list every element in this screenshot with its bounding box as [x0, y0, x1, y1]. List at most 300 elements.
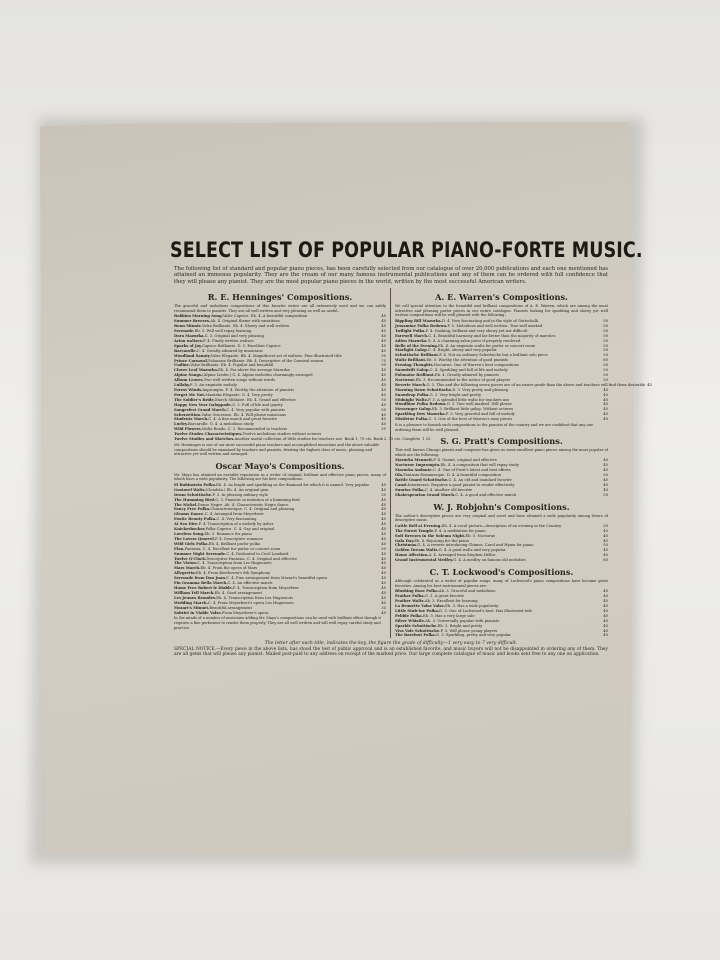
piece-price: 40: [381, 502, 386, 507]
piece-title: Summer Breezes.: [174, 319, 211, 324]
piece-title: The Nickel.: [174, 502, 198, 507]
section-title: A. E. Warren's Compositions.: [435, 292, 568, 303]
piece-description: Barcarolle. G. 4. A melodious study: [187, 422, 254, 427]
section-closing-note: Mr. Henninges is one of our most successful piano teachers and accomplished musicians and the above valuable compositions should be examined by teachers and pianists, desiring the highest class of music, pleasing and attractive yet well written and arranged.: [174, 442, 380, 457]
piece-price: 50: [603, 363, 608, 368]
piece-title: Knickerbocker.: [174, 527, 206, 532]
piece-description: C. 4. Arranged from Meyerbeer: [204, 512, 264, 517]
piece-description: Eb. 4. A composition that will repay study: [440, 463, 519, 468]
piece-title: Elan.: [174, 546, 185, 551]
piece-price: 50: [381, 353, 386, 358]
page-content: [170, 239, 652, 658]
piece-description: Valse Brilliante. Eb. 4. Popular and beautiful: [190, 363, 274, 368]
section-title: R. E. Henninges' Compositions.: [207, 292, 353, 303]
piece-description: Valse Brilliante. Eb. 4. Showy and well written: [202, 324, 290, 329]
piece-title: Happy New Year Galoppade.: [174, 402, 233, 407]
piece-title: Bobbins Morning Song.: [174, 314, 223, 319]
piece-title: Jessamine Polka Redowa.: [395, 323, 448, 328]
piece-description: Eb. 3. Will well repay learning: [194, 329, 252, 334]
piece-title: Lullaby.: [174, 383, 191, 388]
piece-description: A. 4. Arranged from Stephen Heller: [428, 553, 496, 558]
piece-title: Gleams Dance.: [174, 512, 205, 517]
piece-price: 40: [381, 581, 386, 586]
piece-price: 50: [603, 368, 608, 373]
piece-price: 50: [603, 492, 608, 497]
list-item: [395, 493, 608, 498]
piece-description: Eb. 5. Nocturne: [465, 533, 496, 538]
piece-price: 40: [603, 487, 608, 492]
piece-title: Twelve Studies and Sketches.: [174, 437, 235, 442]
piece-description: F. 4. Transcription of a melody by Asher: [198, 522, 274, 527]
piece-price: 40: [603, 553, 608, 558]
piece-description: Eb. 3. Bright and pretty: [437, 623, 483, 628]
piece-description: Eb. 4. Rejoicing for the piano: [414, 538, 470, 543]
piece-price: 50: [603, 353, 608, 358]
piece-price: 40: [381, 595, 386, 600]
piece-title: Snowdrop Polka.: [395, 392, 430, 397]
piece-title: The Lovers Quarrel.: [174, 536, 216, 541]
piece-description: Two well written songs without words: [203, 378, 276, 383]
piece-price: 40: [381, 392, 386, 397]
section-intro: Mr. Mayo has attained an enviable reputation as a writer of original, brilliant and effective piano pieces, many of which have a wide popularity. The following are his best compositions:: [174, 472, 386, 482]
piece-title: Serenade from Don Juan.: [174, 576, 227, 581]
piece-title: Schottische Brilliant.: [395, 353, 440, 358]
piece-description: C. 4. Another old favorite: [424, 487, 473, 492]
piece-description: D. 3. Sparkling, pretty and very popular: [436, 633, 511, 638]
piece-description: Eb. 4. Transcription from Les Huguenots: [216, 595, 294, 600]
piece-title: Mozart's Minuet.: [174, 605, 210, 610]
piece-price: 50: [381, 363, 386, 368]
piece-description: Eb. 3. Has a very large sale: [422, 613, 475, 618]
piece-description: Eb. 4. Greatly admired by pianists: [434, 372, 499, 377]
piece-title: Prince Carnaval.: [174, 358, 209, 363]
piece-title: William Tell March.: [174, 590, 215, 595]
piece-title: Sunrise Polka.: [395, 487, 425, 492]
piece-title: Nocturne Impromptu.: [395, 463, 441, 468]
piece-title: Twelve Etudes Characteristiques.: [174, 432, 243, 437]
piece-title: Scherzettino.: [174, 412, 202, 417]
piece-description: G. 4. A good waltz and very popular: [438, 548, 506, 553]
piece-price: 50: [603, 328, 608, 333]
piece-description: F. 4. Finely written waltzes: [203, 338, 254, 343]
piece-title: Reverie March.: [395, 382, 427, 387]
piece-title: At Sea Dire.: [174, 522, 199, 527]
piece-description: Another useful collection of little studies for teachers use. Book 1, 75 cts. Book 2, 75 cts. Complete: [234, 437, 421, 442]
piece-price: 50: [381, 407, 386, 412]
piece-description: D. 3. Very pretty and pleasing: [452, 387, 509, 392]
piece-description: C. 4. From Meyerbeer's opera Les Huguenots: [207, 600, 294, 605]
piece-description: C. 4. Very popular with pianists: [226, 407, 286, 412]
piece-description: Valse Caprice. Eb. 4. A beautiful composition: [222, 314, 308, 319]
piece-price: 40: [603, 458, 608, 463]
piece-description: G. 4. A medley on famous old melodies: [453, 558, 526, 563]
piece-price: 40: [381, 348, 386, 353]
section-intro: Although celebrated as a writer of popular songs, many of Lockwood's piano compositions have become great favorites. Among his best instrumental pieces are:: [395, 579, 608, 588]
piece-title: Twilight Polka.: [395, 328, 426, 333]
piece-title: Mistletoe Polka.: [395, 417, 429, 422]
piece-title: Home Free Robert le Diable.: [174, 585, 233, 590]
piece-title: Serenade.: [174, 329, 195, 334]
piece-title: Woodland Saunty.: [174, 353, 211, 358]
piece-description: Beautiful arrangement: [209, 605, 252, 610]
piece-price: 40: [381, 532, 386, 536]
piece-description: (Alpine Lieder.) G. 4. Alpine melodies charmingly arranged: [202, 373, 313, 378]
piece-description: Waltz Rondo. C. 3. Recommended to teachers: [202, 427, 288, 432]
piece-price: 50: [381, 397, 386, 402]
piece-price: 40: [381, 522, 386, 527]
piece-price: 60: [603, 358, 608, 363]
piece-price: 40: [603, 468, 608, 473]
piece-title: Grand Instrumental Medley.: [395, 558, 454, 563]
piece-description: Fantasia Romanesque. D. 4. A beautiful composition: [403, 473, 501, 478]
piece-description: C. 4. Greatly admired by musicians: [196, 348, 263, 353]
piece-title: Midnight Waltz.: [395, 397, 429, 402]
piece-price: 40: [603, 392, 608, 397]
piece-price: 40: [381, 417, 386, 422]
piece-description: Eb. 4. Brilliant parlor polka: [208, 541, 261, 546]
piece-description: Ab. 3. Graceful and melodious: [438, 589, 496, 594]
piece-description: Eb. 3. Recommended to the notice of good players: [415, 377, 511, 382]
piece-description: Ab. 3. Excellent for learning: [424, 599, 478, 604]
piece-description: F. 3. A splendid little waltz for teachers use: [428, 397, 510, 402]
piece-title: Wild Girls Polka.: [174, 541, 209, 546]
piece-description: D. 4. Very fascinating and in the style of Gottschalk: [441, 319, 539, 323]
piece-price: 50: [603, 348, 608, 353]
section-title: C. T. Lockwood's Compositions.: [429, 567, 574, 578]
piece-price: 40: [381, 507, 386, 512]
composer-section: [395, 567, 608, 638]
piece-title: Students March.: [174, 417, 209, 422]
piece-title: Wedding March.: [174, 600, 208, 605]
piece-price: 1 25: [422, 437, 431, 442]
composer-section: [395, 436, 608, 497]
piece-price: 50: [603, 338, 608, 343]
piece-title: Gala Day.: [395, 538, 415, 543]
piece-description: C. 4. A fine march and great favorite: [208, 417, 277, 422]
piece-description: Ab. 4. Original theme with variations: [210, 319, 280, 324]
piece-description: Polonaise Brilliante. Bb. 4. Descriptive of the Carnival season: [208, 358, 324, 363]
piece-title: Messenger Galop.: [395, 407, 433, 412]
piece-price: 40: [603, 387, 608, 392]
piece-description: D. 3. One of Lockwood's best. Has illustrated title: [439, 608, 533, 613]
piece-description: G. 4. A reverie introducing Chimes, Carol and Hymn for piano: [417, 543, 534, 548]
piece-title: Mazurka Mennett.: [395, 458, 434, 463]
piece-title: Mars March.: [174, 566, 201, 571]
piece-title: Sangerfest Grand March.: [174, 407, 227, 412]
piece-title: Mazurka Andante.: [395, 468, 433, 473]
piece-title: Waltz Brilliant.: [395, 358, 427, 363]
piece-title: Feather Waltz.: [395, 599, 425, 604]
piece-title: Blushing Rose Polka.: [395, 589, 439, 594]
piece-price: 40: [603, 604, 608, 608]
piece-price: 40: [381, 536, 386, 541]
piece-price: 40: [603, 623, 608, 628]
piece-title: Alpine Songs.: [174, 373, 203, 378]
piece-description: From Meyerbeer's opera: [221, 610, 269, 615]
piece-price: 60: [603, 558, 608, 563]
piece-title: Evening Thoughts.: [395, 363, 434, 368]
piece-price: 40: [603, 412, 608, 417]
piece-description: Descriptive Fantasia. C. 4. Original and effective: [206, 556, 298, 561]
piece-title: Cattle Bell at Evening.: [395, 523, 442, 528]
piece-title: Dora Mazurka.: [174, 334, 205, 339]
piece-price: 40: [381, 334, 386, 339]
piece-price: 40: [603, 538, 608, 543]
piece-title: Home Affection.: [395, 553, 429, 558]
piece-price: 40: [381, 566, 386, 571]
columns: [170, 288, 652, 638]
piece-price: 40: [381, 541, 386, 546]
piece-price: 40: [603, 594, 608, 599]
piece-price: 50: [381, 546, 386, 551]
piece-description: C. 4. Sparkling and full of life and melody: [429, 368, 508, 373]
piece-price: 40: [381, 388, 386, 392]
piece-title: Viva Vale Schottische.: [395, 628, 441, 633]
piece-description: F. 5. Melodious and well written. Tine well marked: [447, 323, 543, 328]
piece-price: 40: [381, 590, 386, 595]
piece-description: G. 3. Tine well marked. Will please: [446, 402, 512, 407]
section-title: S. G. Pratt's Compositions.: [440, 436, 563, 447]
piece-price: 40: [381, 324, 386, 329]
special-notice: SPECIAL NOTICE.—Every piece in the above lists, has stood the test of public approval and is an established favorite, and music buyers will not be disappointed in ordering any of them. They are all gems that will please any pianist. Mailed post-paid to any address on receipt of the marked price. Our large complete catalogue of music and books sent free to any one on application.: [174, 646, 608, 658]
piece-price: 40: [381, 512, 386, 517]
piece-title: Farewell March.: [395, 333, 429, 338]
piece-price: 40: [603, 613, 608, 618]
piece-title: Allegretto.: [174, 571, 196, 576]
piece-price: 40: [381, 561, 386, 566]
piece-description: C. 4. Beautiful harmony and far better than the majority of marches: [428, 333, 556, 338]
page-title: SELECT LIST OF POPULAR PIANO-FORTE MUSIC.: [170, 239, 643, 263]
piece-title: The Humming Bird.: [174, 497, 216, 502]
piece-price: 40: [381, 610, 386, 615]
piece-description: Danse Negre. Ab. 4. Characteristic Negro dance: [197, 502, 289, 507]
piece-price: 40: [381, 373, 386, 378]
list-item: [174, 611, 386, 616]
piece-title: Little Stub-toe Polka.: [395, 608, 440, 613]
piece-title: Adieu Mazurka.: [395, 338, 428, 343]
composer-section: [395, 502, 608, 563]
piece-price: 40: [381, 497, 386, 502]
piece-title: Golden Dream Waltz.: [395, 548, 439, 553]
piece-description: C. 3. One of the best of Warren's easy pieces: [428, 417, 513, 422]
piece-title: Clover Leaf Mazurka.: [174, 368, 219, 373]
piece-title: Fancy Free Polka.: [174, 507, 211, 512]
piece-price: 40: [603, 599, 608, 604]
piece-price: 40: [603, 397, 608, 402]
piece-price: 40: [603, 463, 608, 468]
piece-description: Eb. 4. From Beethoven's 8th Symphony: [195, 571, 271, 576]
piece-price: 40: [603, 618, 608, 623]
piece-price: 40: [603, 633, 608, 638]
piece-description: Eb. 4. From the opera of Mars: [200, 566, 258, 571]
piece-price: 40: [381, 551, 386, 556]
piece-title: Canzi.: [395, 482, 408, 487]
piece-price: 40: [381, 571, 386, 576]
piece-price: 50: [603, 377, 608, 382]
piece-description: Eb. 4. Far above the average Mazurka: [218, 368, 290, 373]
piece-description: Eb. 3. Has a wide popularity: [445, 604, 499, 608]
piece-description: C. 4. Very fascinating: [216, 517, 257, 522]
piece-description: F. 3. Very graceful and full of melody: [445, 412, 515, 417]
piece-description: F. 3. An exquisite melody: [190, 383, 237, 388]
piece-title: Sobriet in Viable Valse.: [174, 610, 222, 615]
piece-price: 50: [603, 333, 608, 338]
piece-price: 40: [603, 482, 608, 487]
piece-title: Bonn Minnie.: [174, 324, 203, 329]
piece-title: Sparkling Dew Mazurka.: [395, 412, 446, 417]
list-item: [395, 633, 608, 638]
piece-description: Valse Gracieuse. Eb. 4. Will please musicians: [201, 412, 286, 417]
section-title: W. J. Robjohn's Compositions.: [433, 501, 570, 512]
piece-description: C. 4. Bright, showy and very popular: [428, 348, 497, 353]
piece-description: Eb. 5. Worthy the attention of good pianists: [426, 358, 509, 363]
piece-price: 40: [603, 478, 608, 483]
piece-description: Eb. 4. As bright and sparkling as the diamond for which it is named. Very popular: [216, 482, 370, 487]
piece-price: 35: [381, 427, 386, 432]
section-intro: We call special attention to the beautiful and brilliant compositions of A. E. Warren, which are among the most attractive and pleasing parlor pieces in our entire catalogue. Pianists looking for sparkling and showy yet well written compositions will be well pleased with the following:: [395, 304, 608, 318]
piece-title: El Rubinstein Polka.: [174, 482, 217, 487]
piece-title: Loveless Song.: [174, 532, 205, 536]
piece-description: G. 4. A charming salon piece if properly rendered: [427, 338, 521, 343]
piece-price: 40: [603, 417, 608, 422]
piece-title: Belle of the Evening.: [395, 343, 439, 348]
piece-price: 50: [603, 523, 608, 528]
piece-description: F. 3. Will please young players: [440, 628, 498, 633]
piece-price: 40: [381, 402, 386, 407]
piece-price: 50: [603, 372, 608, 377]
piece-title: Album Leaves.: [174, 378, 204, 383]
piece-price: 40: [381, 556, 386, 561]
piece-description: F. 4. Transcription from Meyerbeer: [232, 585, 299, 590]
piece-description: Eb. 4. An exquisite waltz for parlor or concert room: [438, 343, 536, 348]
piece-title: Pebble Polka.: [395, 613, 423, 618]
piece-price: 40: [381, 383, 386, 388]
piece-price: 50: [603, 323, 608, 328]
piece-title: Morning Dawn Schottische.: [395, 387, 453, 392]
list-item: [395, 417, 608, 422]
piece-price: 40: [381, 585, 386, 590]
piece-title: Lurley.: [174, 422, 188, 427]
footer: [174, 641, 608, 657]
piece-price: 40: [381, 482, 386, 487]
piece-price: 40: [381, 329, 386, 334]
list-item: [395, 558, 608, 563]
piece-price: 40: [381, 422, 386, 427]
piece-description: Ab. 3. Universally popular with pianists: [425, 618, 500, 623]
piece-description: C. 4. Fine arrangement from Mozart's beautiful opera: [226, 576, 327, 581]
section-closing-note: In the minds of a number of musicians adding Mr. Mayo's compositions can be used with brilliant effect though it requires a fine performer to render them properly. They are all well written and will well repay careful study and practice.: [174, 616, 381, 630]
piece-title: Ola.: [395, 473, 404, 478]
piece-title: Polonaise Brilliant.: [395, 372, 435, 377]
piece-description: F. 4. Quaint, original and effective: [433, 458, 497, 463]
piece-title: The Vision.: [174, 561, 198, 566]
piece-title: Woodbine Polka Redowa.: [395, 402, 447, 407]
piece-price: 40: [603, 533, 608, 538]
piece-price: 50: [603, 319, 608, 323]
piece-title: Silver Whistle.: [395, 618, 426, 623]
piece-title: The Barefoot Polka.: [395, 633, 437, 638]
piece-title: Forest Winds.: [174, 388, 203, 392]
piece-price: 50: [603, 543, 608, 548]
piece-title: Snowdrift Galop.: [395, 368, 430, 373]
composer-section: [174, 461, 386, 630]
piece-description: Eb. 4. A vocal picture—description of an evening in the Country: [441, 523, 562, 528]
list-item: [174, 437, 431, 442]
piece-description: Polka Caprice. C. 4. Gay and original: [205, 527, 275, 532]
piece-price: 40: [381, 487, 386, 492]
piece-price: 40: [603, 528, 608, 533]
piece-price: 40: [381, 600, 386, 605]
key-note: The letter after each title, indicates the key, the figure the grade of difficulty—1 very easy to 7 very difficult.: [264, 641, 518, 647]
piece-price: 40: [603, 548, 608, 553]
piece-price: 35: [381, 605, 386, 610]
piece-price: 40: [381, 517, 386, 522]
piece-description: C. 3. Original and very pleasing: [204, 334, 264, 339]
piece-price: 35: [381, 492, 386, 497]
piece-description: Characteristique. C. 4. Original and pleasing: [210, 507, 295, 512]
piece-title: Feather Polka.: [395, 594, 425, 599]
piece-price: 40: [381, 343, 386, 348]
piece-price: 40: [381, 314, 386, 319]
piece-description: (Gondola.) Eb. 4. An original gem: [205, 487, 269, 492]
piece-description: C. 4. Dedicated to Cecil Lombard: [226, 551, 289, 556]
piece-price: 40: [603, 402, 608, 407]
piece-description: Fantasia. C. 4. Excellent for parlor or concert room: [184, 546, 281, 551]
piece-title: Barcarolle.: [174, 348, 197, 353]
piece-price: 40: [603, 589, 608, 594]
piece-description: Caprice Brilliante. D. 5. Excellent Caprice: [202, 343, 281, 348]
section-intro: This well known Chicago pianist and composer has given us some excellent piano pieces among the most popular of which are the following:: [395, 448, 608, 457]
piece-title: Battle Guard Schottische.: [395, 478, 449, 483]
piece-price: 40: [603, 608, 608, 613]
composer-section: [395, 292, 652, 432]
piece-title: Sparkle Schottische.: [395, 623, 438, 628]
piece-description: G. 3. This and the following seven pieces are of an easier grade than the above and teachers will find them desirable: [426, 382, 646, 387]
piece-description: C. 4. Transcription from Les Huguenots: [197, 561, 272, 566]
piece-price: 40: [381, 319, 386, 324]
piece-description: F. 4. Descriptive romance: [215, 536, 263, 541]
piece-title: Wild Flowers.: [174, 427, 203, 432]
piece-description: C. 4. An effective march: [227, 581, 273, 586]
piece-description: March Militaire. Eb. 4. Grand and effective: [215, 397, 296, 402]
piece-title: Shakespearian Grand March.: [395, 492, 456, 497]
piece-price: 50: [603, 343, 608, 348]
piece-description: Twelve melodious studies without octaves: [242, 432, 322, 437]
piece-title: Soft Breezes in the Solemn Night.: [395, 533, 466, 538]
piece-title: The Soldier's Bride.: [174, 397, 216, 402]
piece-title: Drum Schottische.: [174, 492, 213, 497]
piece-price: 40: [381, 576, 386, 581]
piece-price: 40: [381, 368, 386, 373]
piece-description: C. 4. A good and effective march: [455, 492, 517, 497]
piece-description: F. 3. In pleasing military style: [212, 492, 268, 497]
right-column: [391, 288, 652, 638]
section-intro: The graceful and melodious compositions of this favorite writer are all extensively used and we can safely recommend them to pianists. They are all well written and very pleasing as well as useful.: [174, 304, 386, 313]
piece-price: 40: [381, 338, 386, 343]
piece-price: 40: [603, 628, 608, 633]
piece-title: Nocturne.: [395, 377, 416, 382]
piece-description: C. 4. One of Pratt's latest and best efforts: [432, 468, 511, 473]
piece-description: Eb. 4. Good arrangement: [214, 590, 263, 595]
piece-description: Impromptu. F. 4. Worthy the attention of pianists: [202, 388, 295, 392]
piece-title: Forget Me Not.: [174, 392, 206, 397]
piece-price: 75: [381, 358, 386, 363]
piece-description: C. 4. An old and standard favorite: [448, 478, 512, 483]
piece-description: Intermezzo. Requires a good pianist to render effectively: [407, 482, 515, 487]
piece-price: 40: [647, 382, 652, 387]
section-closing-note: It is a pleasure to furnish such compositions to the pianists of the country and we are confident that any one ordering them will be well pleased.: [395, 423, 594, 432]
piece-price: 40: [381, 527, 386, 532]
